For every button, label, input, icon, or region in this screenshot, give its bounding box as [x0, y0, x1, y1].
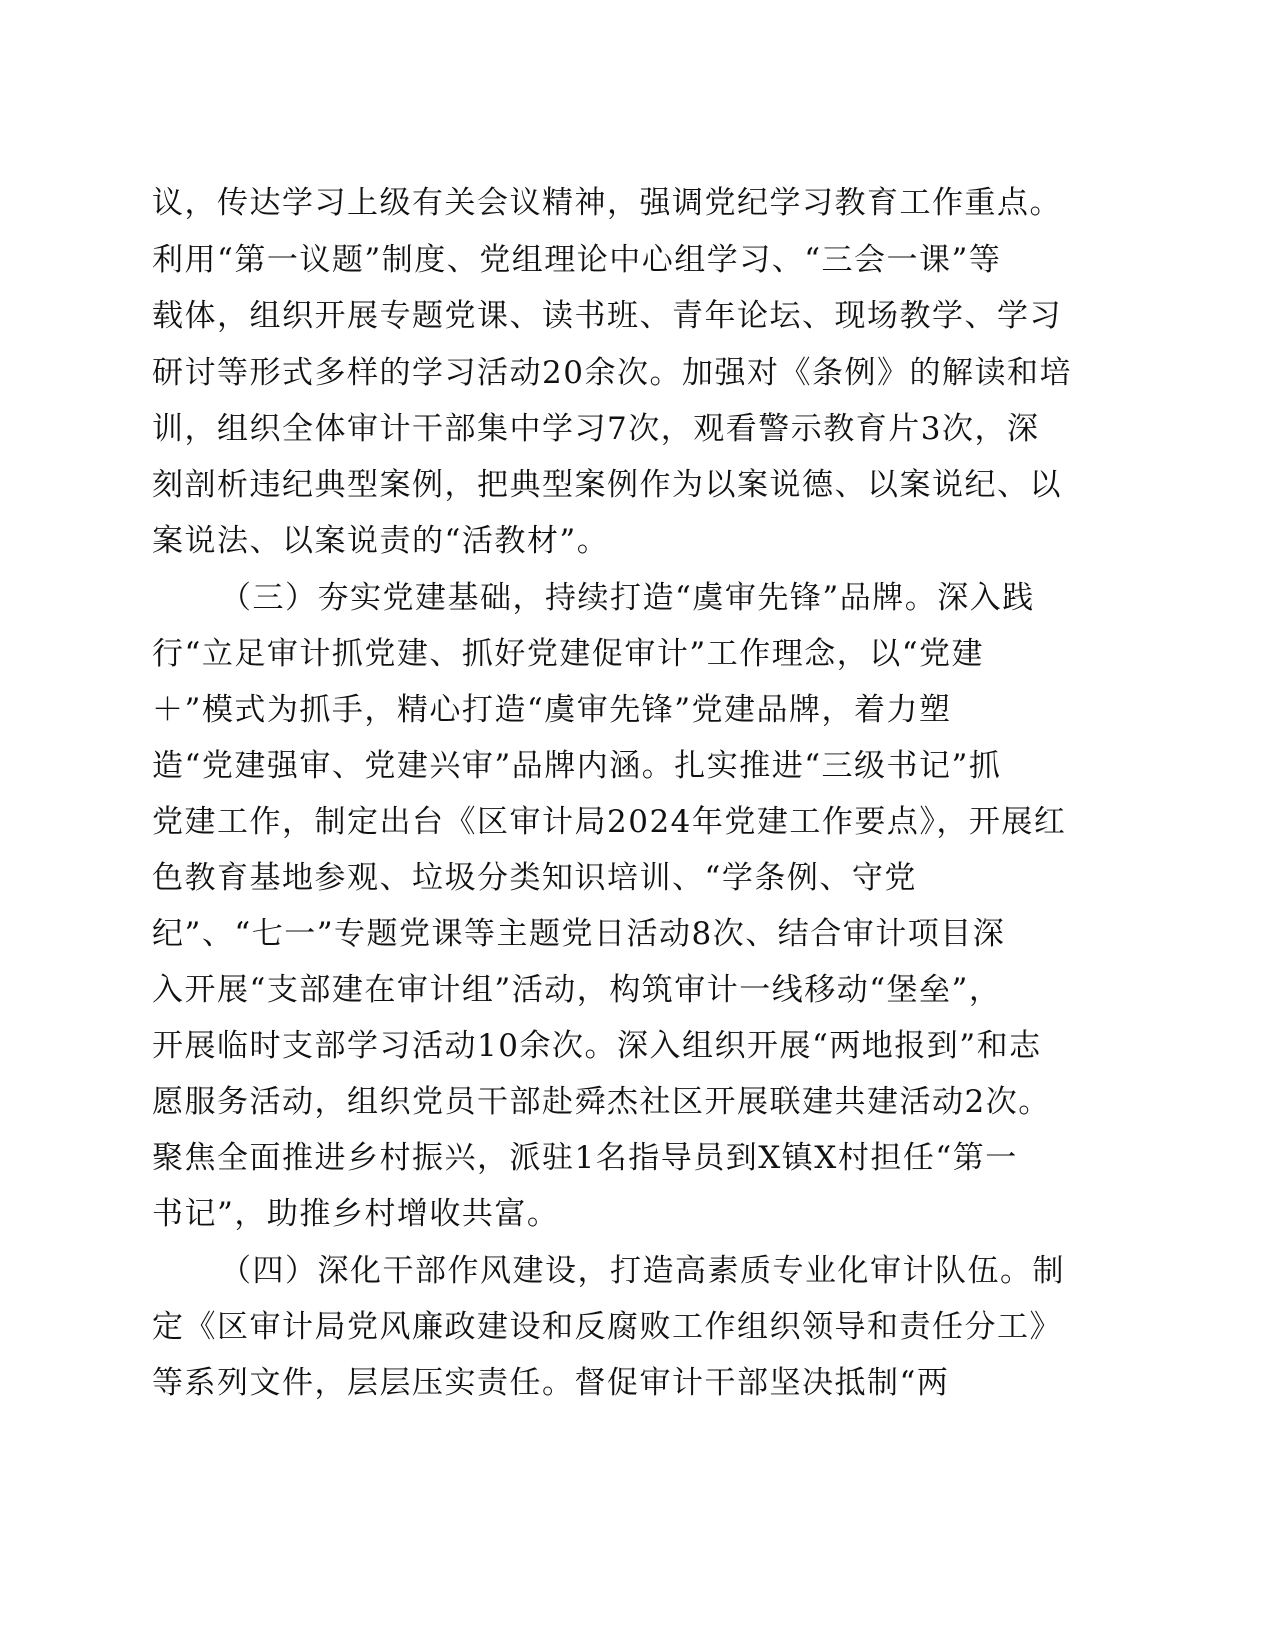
paragraph-line: 训，组织全体审计干部集中学习7次，观看警示教育片3次，深	[152, 411, 1040, 447]
paragraph-line: ＋”模式为抓手，精心打造“虞审先锋”党建品牌，着力塑	[152, 692, 952, 728]
section-heading-line: （四）深化干部作风建设，打造高素质专业化审计队伍。制	[220, 1253, 1065, 1289]
paragraph-line: 载体，组织开展专题党课、读书班、青年论坛、现场教学、学习	[152, 298, 1062, 334]
paragraph-line: 愿服务活动，组织党员干部赴舜杰社区开展联建共建活动2次。	[152, 1084, 1051, 1120]
paragraph-line: 党建工作，制定出台《区审计局2024年党建工作要点》，开展红	[152, 804, 1067, 840]
paragraph-line: 聚焦全面推进乡村振兴，派驻1名指导员到X镇X村担任“第一	[152, 1140, 1018, 1176]
paragraph-line: 色教育基地参观、垃圾分类知识培训、“学条例、守党	[152, 860, 917, 896]
paragraph-line: 书记”，助推乡村增收共富。	[152, 1196, 560, 1232]
paragraph-line: 等系列文件，层层压实责任。督促审计干部坚决抵制“两	[152, 1365, 950, 1401]
paragraph-line: 行“立足审计抓党建、抓好党建促审计”工作理念，以“党建	[152, 636, 985, 672]
paragraph-line: 开展临时支部学习活动10余次。深入组织开展“两地报到”和志	[152, 1028, 1042, 1064]
paragraph-line: 利用“第一议题”制度、党组理论中心组学习、“三会一课”等	[152, 242, 1002, 278]
paragraph-line: 定《区审计局党风廉政建设和反腐败工作组织领导和责任分工》	[152, 1309, 1062, 1345]
paragraph-line: 研讨等形式多样的学习活动20余次。加强对《条例》的解读和培	[152, 355, 1072, 391]
paragraph-line: 纪”、“七一”专题党课等主题党日活动8次、结合审计项目深	[152, 916, 1006, 952]
paragraph-line: 入开展“支部建在审计组”活动，构筑审计一线移动“堡垒”，	[152, 972, 1002, 1008]
paragraph-line: 刻剖析违纪典型案例，把典型案例作为以案说德、以案说纪、以	[152, 467, 1062, 503]
section-heading-line: （三）夯实党建基础，持续打造“虞审先锋”品牌。深入践	[220, 580, 1035, 616]
paragraph-line: 议，传达学习上级有关会议精神，强调党纪学习教育工作重点。	[152, 185, 1062, 221]
paragraph-line: 案说法、以案说责的“活教材”。	[152, 523, 610, 559]
paragraph-line: 造“党建强审、党建兴审”品牌内涵。扎实推进“三级书记”抓	[152, 748, 1002, 784]
